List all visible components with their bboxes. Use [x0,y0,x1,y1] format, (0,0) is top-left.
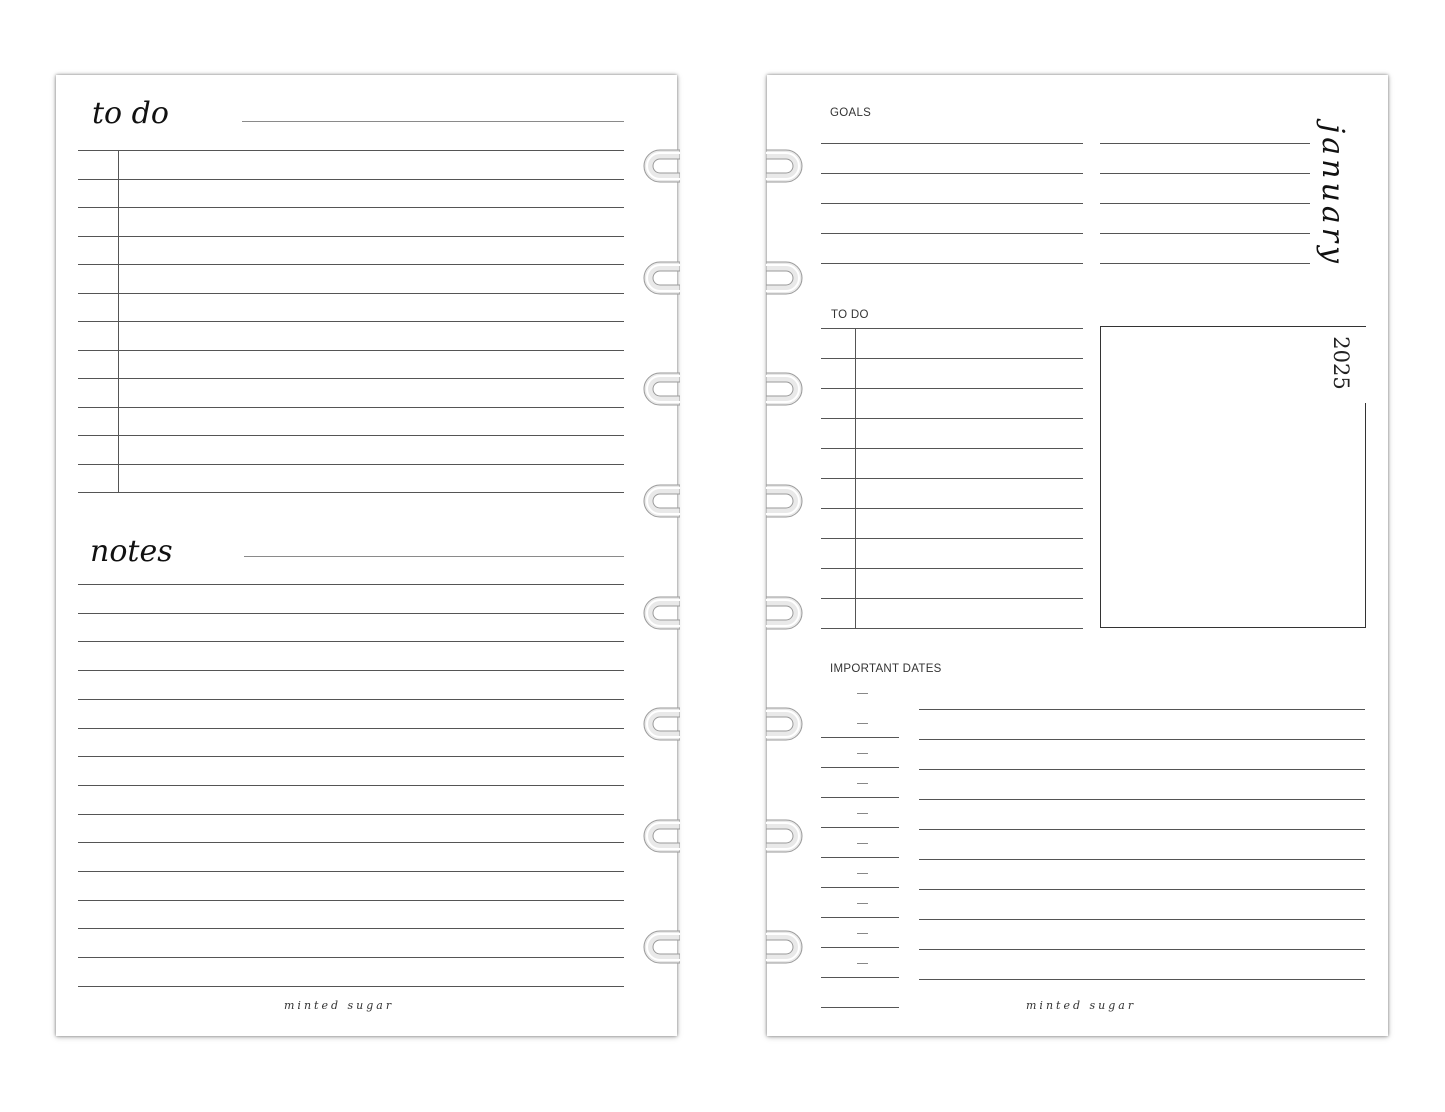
todo-line [78,435,624,436]
right-todo-line [821,328,1083,329]
date-dash [857,753,868,754]
date-short-line [821,887,899,888]
right-todo-line [821,508,1083,509]
date-dash [857,933,868,934]
important-date-line [919,859,1365,860]
goals-line [821,143,1083,144]
brand-logo: minted sugar [1026,999,1137,1012]
important-date-line [919,889,1365,890]
goals-line [1100,263,1310,264]
right-todo-checkbox-divider [855,328,856,628]
todo-line [78,464,624,465]
right-binder-disc [766,596,806,630]
important-date-line [919,949,1365,950]
left-binder-disc [640,707,680,741]
important-date-line [919,919,1365,920]
right-binder-disc [766,372,806,406]
month-title: january [1314,123,1350,267]
right-todo-line [821,388,1083,389]
important-date-line [919,739,1365,740]
date-short-line [821,977,899,978]
right-binder-disc [766,484,806,518]
date-short-line [821,797,899,798]
todo-checkbox-column-divider [118,150,119,492]
date-dash [857,813,868,814]
right-binder-disc [766,707,806,741]
notes-line [78,842,624,843]
left-binder-disc [640,149,680,183]
date-dash [857,963,868,964]
right-todo-line [821,538,1083,539]
right-binder-disc [766,819,806,853]
goals-line [1100,233,1310,234]
goals-line [821,263,1083,264]
notes-line [78,986,624,987]
notes-line [78,871,624,872]
todo-line [78,207,624,208]
notes-line [78,814,624,815]
goals-line [1100,143,1310,144]
date-dash [857,843,868,844]
right-binder-disc [766,930,806,964]
notes-line [78,641,624,642]
important-date-line [919,829,1365,830]
date-dash [857,873,868,874]
left-binder-disc [640,819,680,853]
right-todo-line [821,448,1083,449]
right-binder-disc [766,149,806,183]
date-short-line [821,737,899,738]
date-short-line [821,917,899,918]
date-short-line [821,857,899,858]
todo-line [78,407,624,408]
notes-line [78,900,624,901]
brand-logo: minted sugar [284,999,395,1012]
notes-line [78,756,624,757]
date-short-line [821,1007,899,1008]
notes-line [78,584,624,585]
right-todo-line [821,418,1083,419]
notes-line [78,613,624,614]
left-planner-page [56,75,677,1036]
important-date-line [919,769,1365,770]
date-dash [857,783,868,784]
right-binder-disc [766,261,806,295]
todo-heading-rule [242,121,624,122]
date-dash [857,693,868,694]
todo-line [78,179,624,180]
todo-line [78,492,624,493]
todo-line [78,321,624,322]
notes-heading: notes [90,534,173,569]
date-short-line [821,827,899,828]
left-binder-disc [640,372,680,406]
date-dash [857,723,868,724]
notes-line [78,670,624,671]
notes-line [78,728,624,729]
todo-line [78,264,624,265]
date-short-line [821,947,899,948]
important-dates-label: IMPORTANT DATES [830,663,942,675]
notes-line [78,928,624,929]
todo-line [78,350,624,351]
goals-line [1100,173,1310,174]
todo-line [78,236,624,237]
left-binder-disc [640,930,680,964]
left-binder-disc [640,596,680,630]
goals-line [821,233,1083,234]
goals-line [821,203,1083,204]
right-todo-line [821,628,1083,629]
right-planner-page [767,75,1388,1036]
todo-line [78,293,624,294]
important-date-line [919,709,1365,710]
right-todo-line [821,598,1083,599]
important-date-line [919,799,1365,800]
goals-label: GOALS [830,107,872,119]
notes-line [78,785,624,786]
right-todo-line [821,568,1083,569]
date-dash [857,903,868,904]
goals-line [1100,203,1310,204]
right-todo-line [821,358,1083,359]
year-label: 2025 [1329,336,1353,390]
important-date-line [919,979,1365,980]
todo-line [78,378,624,379]
left-binder-disc [640,484,680,518]
notes-heading-rule [244,556,624,557]
goals-line [821,173,1083,174]
right-todo-line [821,478,1083,479]
notes-line [78,699,624,700]
date-short-line [821,767,899,768]
todo-label: TO DO [831,309,869,321]
todo-line [78,150,624,151]
notes-line [78,957,624,958]
left-binder-disc [640,261,680,295]
todo-heading: to do [92,96,169,131]
